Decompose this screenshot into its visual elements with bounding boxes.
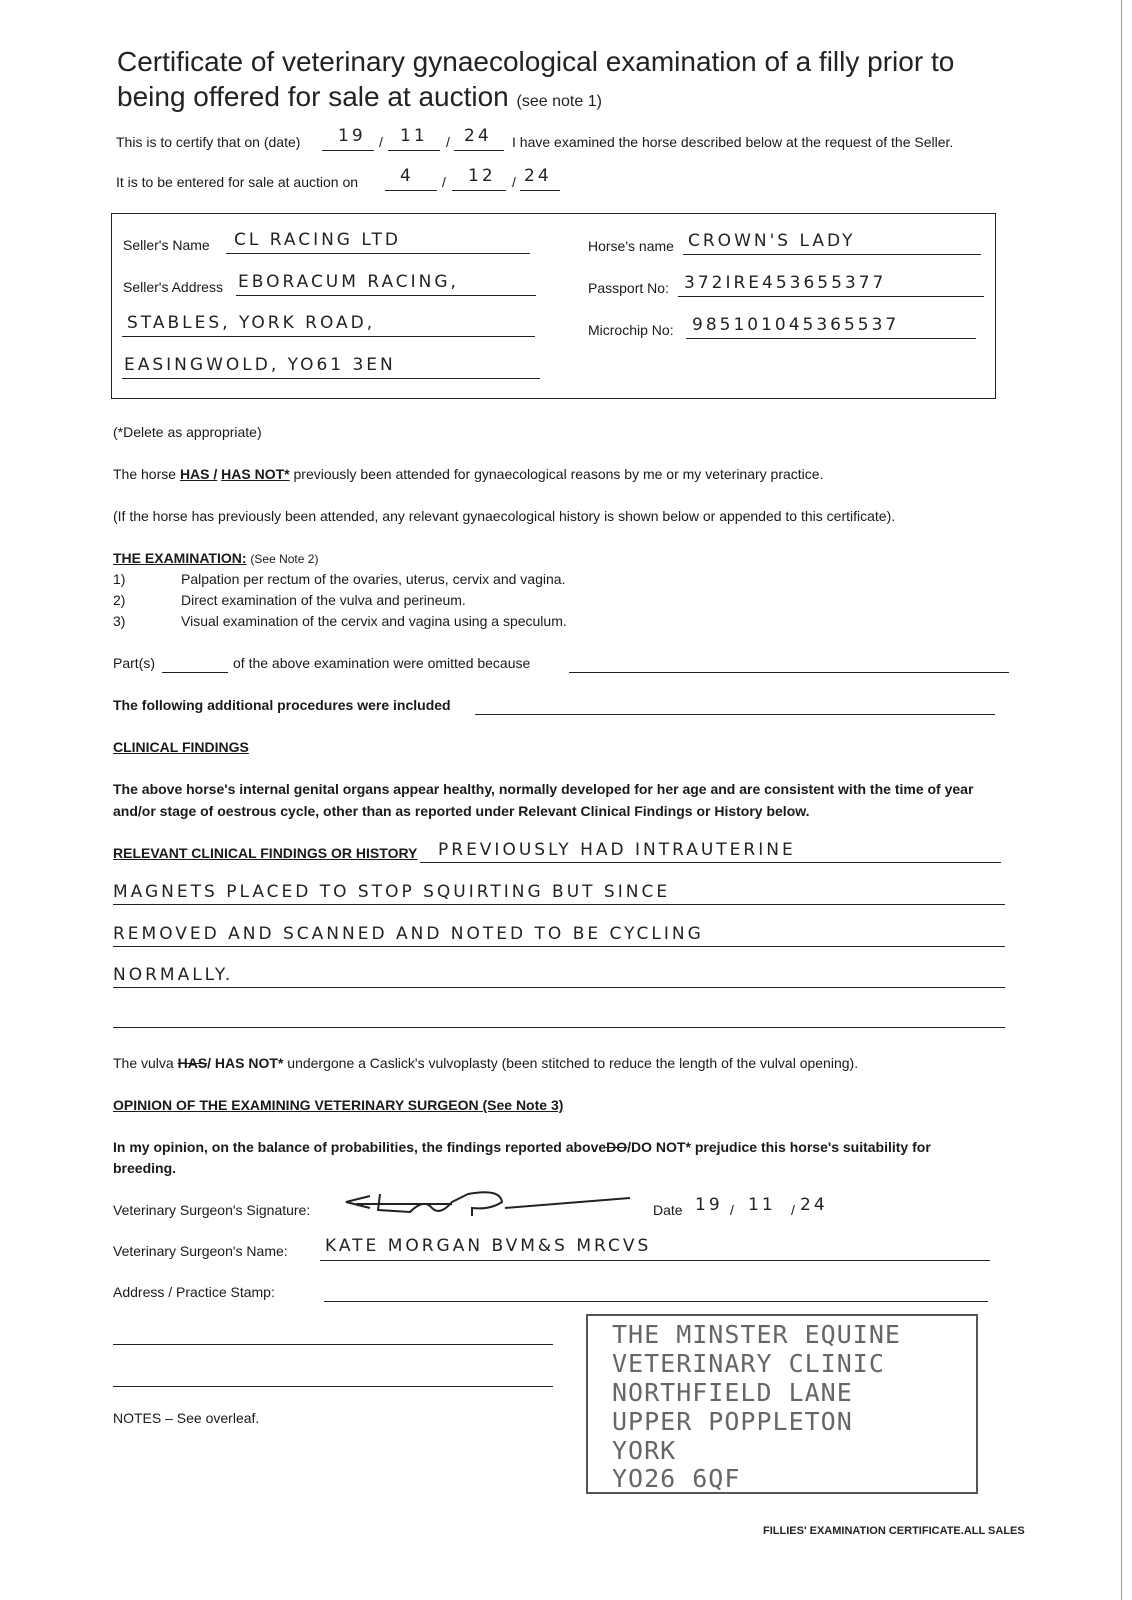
- stamp-line: UPPER POPPLETON: [612, 1407, 853, 1436]
- vet-name-label: Veterinary Surgeon's Name:: [113, 1243, 288, 1259]
- examination-heading: THE EXAMINATION: (See Note 2): [113, 550, 319, 566]
- stamp-line: YORK: [612, 1436, 677, 1465]
- delete-note: (*Delete as appropriate): [113, 424, 262, 440]
- seller-address-label: Seller's Address: [123, 279, 223, 295]
- stamp-line: NORTHFIELD LANE: [612, 1378, 853, 1407]
- address-label: Address / Practice Stamp:: [113, 1284, 275, 1300]
- certify-day: 19: [338, 126, 366, 146]
- vulva-statement: The vulva HAS/ HAS NOT* undergone a Caslick's vulvoplasty (been stitched to reduce the length of the vulval opening).: [113, 1055, 859, 1071]
- seller-name-value: CL RACING LTD: [234, 230, 401, 250]
- finding-line: PREVIOUSLY HAD INTRAUTERINE: [438, 840, 796, 860]
- vet-date-year: 24: [800, 1195, 828, 1215]
- omitted-prefix: Part(s): [113, 655, 155, 671]
- signature-label: Veterinary Surgeon's Signature:: [113, 1202, 311, 1218]
- date-label: Date: [653, 1202, 683, 1218]
- seller-address-line-3: EASINGWOLD, YO61 3EN: [124, 355, 396, 375]
- passport-value: 372IRE453655377: [684, 273, 887, 293]
- stamp-line: YO26 6QF: [612, 1464, 741, 1493]
- horse-name-value: CROWN'S LADY: [688, 231, 856, 251]
- attended-has-not: HAS NOT*: [221, 466, 290, 482]
- auction-month: 12: [468, 166, 496, 186]
- microchip-value: 985101045365537: [692, 315, 900, 335]
- certify-suffix: I have examined the horse described below at the request of the Seller.: [512, 134, 954, 150]
- finding-line: NORMALLY.: [113, 965, 234, 985]
- vet-date-month: 11: [748, 1195, 776, 1215]
- signature-icon: [340, 1188, 630, 1224]
- seller-address-line-2: STABLES, YORK ROAD,: [127, 313, 376, 333]
- certify-month: 11: [400, 126, 428, 146]
- history-note: (If the horse has previously been attended, any relevant gynaecological history is shown below or appended to this certificate).: [113, 508, 896, 524]
- exam-item-text: Palpation per rectum of the ovaries, uterus, cervix and vagina.: [181, 571, 566, 587]
- vet-date-day: 19: [695, 1195, 723, 1215]
- omitted-suffix: of the above examination were omitted because: [233, 655, 531, 671]
- page-title: [117, 44, 954, 119]
- clinical-statement-line-1: The above horse's internal genital organs appear healthy, normally developed for her age and are consistent with the time of year: [113, 781, 974, 797]
- seller-name-label: Seller's Name: [123, 237, 210, 253]
- seller-address-line-1: EBORACUM RACING,: [238, 272, 459, 292]
- additional-procedures: The following additional procedures were included: [113, 697, 451, 713]
- horse-name-label: Horse's name: [588, 238, 674, 254]
- exam-item-num: 2): [113, 592, 126, 608]
- passport-label: Passport No:: [588, 280, 669, 296]
- title-note: (see note 1): [516, 93, 602, 110]
- finding-line: REMOVED AND SCANNED AND NOTED TO BE CYCLING: [113, 924, 704, 944]
- opinion-line-1: In my opinion, on the balance of probabilities, the findings reported aboveDO/DO NOT* prejudice this horse's suitability for: [113, 1139, 931, 1155]
- vulva-has-not: / HAS NOT*: [207, 1055, 284, 1071]
- relevant-findings-label: RELEVANT CLINICAL FINDINGS OR HISTORY: [113, 845, 418, 861]
- title-line-2: being offered for sale at auction: [117, 81, 509, 112]
- exam-item-text: Direct examination of the vulva and perineum.: [181, 592, 466, 608]
- certify-year: 24: [464, 126, 492, 146]
- attended-statement: The horse HAS / HAS NOT* previously been attended for gynaecological reasons by me or my veterinary practice.: [113, 466, 824, 482]
- title-line-1: Certificate of veterinary gynaecological examination of a filly prior to: [117, 46, 955, 77]
- exam-item-num: 3): [113, 613, 126, 629]
- finding-line: MAGNETS PLACED TO STOP SQUIRTING BUT SINCE: [113, 882, 671, 902]
- exam-item-text: Visual examination of the cervix and vagina using a speculum.: [181, 613, 567, 629]
- exam-item-num: 1): [113, 571, 126, 587]
- footer-label: FILLIES' EXAMINATION CERTIFICATE.ALL SALES: [763, 1525, 1025, 1537]
- stamp-line: VETERINARY CLINIC: [612, 1349, 885, 1378]
- stamp-line: THE MINSTER EQUINE: [612, 1320, 901, 1349]
- clinical-statement-line-2: and/or stage of oestrous cycle, other than as reported under Relevant Clinical Findings or History below.: [113, 803, 810, 819]
- opinion-do: DO: [606, 1139, 628, 1155]
- auction-day: 4: [400, 166, 414, 186]
- clinical-heading: CLINICAL FINDINGS: [113, 739, 249, 755]
- certify-label: This is to certify that on (date): [116, 134, 301, 150]
- vet-name-value: KATE MORGAN BVM&S MRCVS: [325, 1236, 652, 1256]
- vulva-has: HAS: [177, 1055, 208, 1071]
- notes-see-overleaf: NOTES – See overleaf.: [113, 1410, 260, 1426]
- auction-label: It is to be entered for sale at auction on: [116, 174, 359, 190]
- microchip-label: Microchip No:: [588, 322, 674, 338]
- practice-stamp: [586, 1314, 978, 1494]
- auction-year: 24: [524, 166, 552, 186]
- opinion-line-2: breeding.: [113, 1160, 177, 1176]
- attended-has: HAS /: [179, 466, 218, 482]
- page-edge: [1121, 0, 1122, 1600]
- opinion-heading: OPINION OF THE EXAMINING VETERINARY SURGEON (See Note 3): [113, 1097, 564, 1113]
